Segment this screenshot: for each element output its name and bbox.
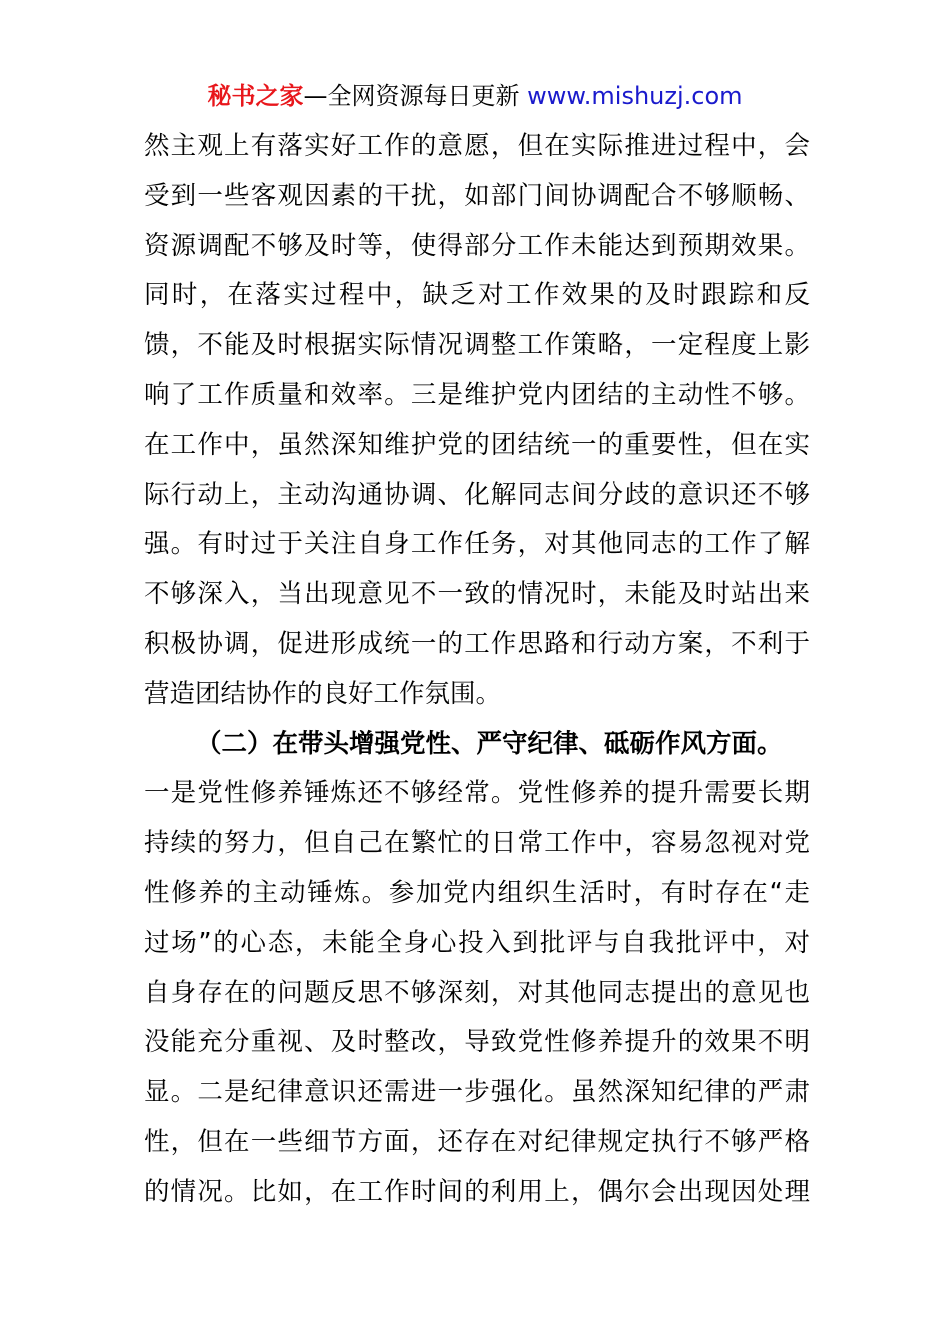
text-line: 然主观上有落实好工作的意愿，但在实际推进过程中，会	[144, 131, 810, 161]
text-line: 同时，在落实过程中，缺乏对工作效果的及时跟踪和反	[144, 280, 810, 311]
text-line: 在工作中，虽然深知维护党的团结统一的重要性，但在实	[144, 429, 810, 460]
text-line: 显。二是纪律意识还需进一步强化。虽然深知纪律的严肃	[144, 1077, 810, 1108]
text-line: 性，但在一些细节方面，还存在对纪律规定执行不够严格	[144, 1126, 810, 1157]
text-line: 资源调配不够及时等，使得部分工作未能达到预期效果。	[144, 230, 810, 261]
text-line: 响了工作质量和效率。三是维护党内团结的主动性不够。	[144, 379, 810, 410]
text-line: 性修养的主动锤炼。参加党内组织生活时，有时存在“走	[144, 877, 810, 908]
text-line: 馈，不能及时根据实际情况调整工作策略，一定程度上影	[144, 330, 810, 361]
text-line: 受到一些客观因素的干扰，如部门间协调配合不够顺畅、	[144, 180, 810, 211]
text-line: 没能充分重视、及时整改，导致党性修养提升的效果不明	[144, 1027, 810, 1058]
text-line: 的情况。比如，在工作时间的利用上，偶尔会出现因处理	[144, 1176, 810, 1207]
document-body	[144, 122, 810, 1218]
text-line: 不够深入，当出现意见不一致的情况时，未能及时站出来	[144, 579, 810, 610]
text-line: 自身存在的问题反思不够深刻，对其他同志提出的意见也	[144, 977, 810, 1008]
text-line: 积极协调，促进形成统一的工作思路和行动方案，不利于	[144, 628, 810, 659]
text-line: 持续的努力，但自己在繁忙的日常工作中，容易忽视对党	[144, 828, 810, 859]
text-line: 营造团结协作的良好工作氛围。	[144, 678, 502, 709]
text-line: 过场”的心态，未能全身心投入到批评与自我批评中，对	[144, 927, 810, 958]
site-tagline: —全网资源每日更新	[303, 82, 528, 110]
site-brand: 秘书之家	[207, 82, 304, 110]
site-url[interactable]: www.mishuzj.com	[527, 82, 743, 110]
text-line: 强。有时过于关注自身工作任务，对其他同志的工作了解	[144, 529, 810, 560]
section-heading: （二）在带头增强党性、严守纪律、砥砺作风方面。	[196, 728, 783, 759]
text-line: 一是党性修养锤炼还不够经常。党性修养的提升需要长期	[144, 778, 810, 809]
page-header	[0, 80, 950, 112]
text-line: 际行动上，主动沟通协调、化解同志间分歧的意识还不够	[144, 479, 810, 510]
